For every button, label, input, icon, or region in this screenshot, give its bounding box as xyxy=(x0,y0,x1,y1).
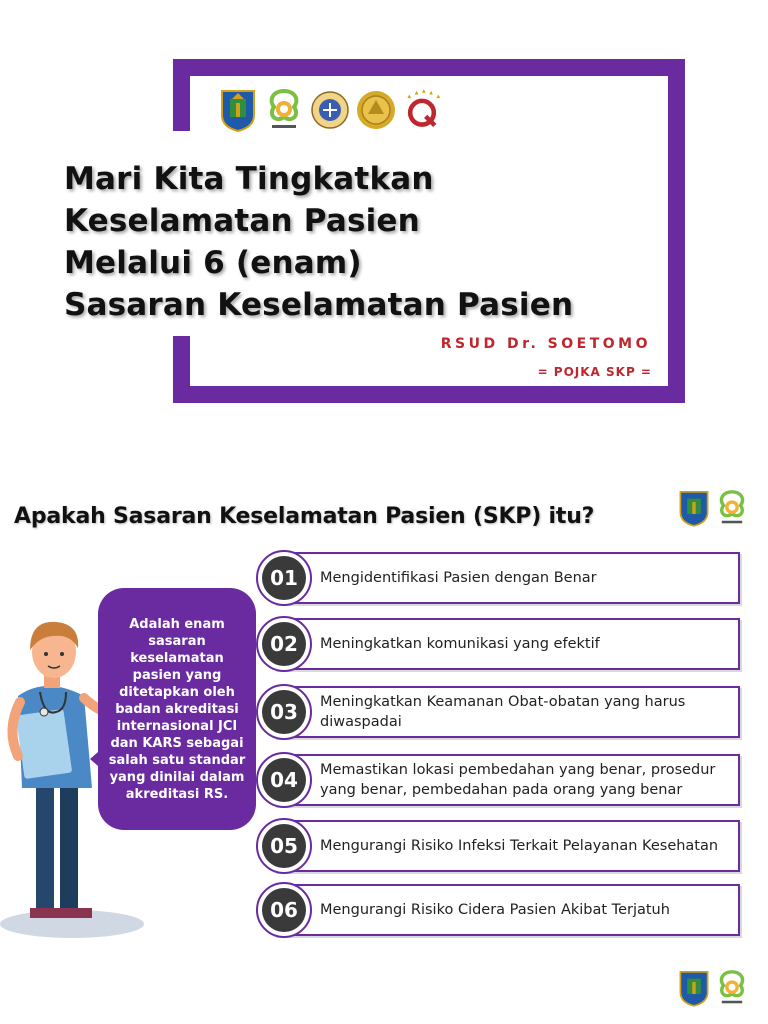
footer-logos xyxy=(677,966,749,1010)
definition-bubble: Adalah enam sasaran keselamatan pasien yang ditetapkan oleh badan akreditasi internasional JCI dan KARS sebagai salah satu standar yang dinilai dalam akreditasi RS. xyxy=(98,588,256,830)
kars-logo-icon xyxy=(310,87,350,133)
item-number: 04 xyxy=(262,758,306,802)
cover-title-line: Melalui 6 (enam) xyxy=(64,245,362,281)
rsud-soetomo-logo-icon xyxy=(264,87,304,133)
number-badge xyxy=(256,550,312,606)
jci-gold-seal-icon xyxy=(356,87,396,133)
number-badge xyxy=(256,818,312,874)
number-badge xyxy=(256,752,312,808)
item-number: 02 xyxy=(262,622,306,666)
east-java-emblem-icon xyxy=(677,966,711,1010)
list-item xyxy=(256,882,740,938)
organization-name: RSUD Dr. SOETOMO xyxy=(440,336,651,352)
rsud-soetomo-logo-icon xyxy=(715,966,749,1010)
list-item xyxy=(256,684,740,740)
item-number: 06 xyxy=(262,888,306,932)
cover-title-line: Keselamatan Pasien xyxy=(64,203,420,239)
number-badge xyxy=(256,882,312,938)
quality-star-logo-icon xyxy=(402,87,442,133)
item-text: Mengurangi Risiko Infeksi Terkait Pelayanan Kesehatan xyxy=(320,838,719,854)
cover-title xyxy=(64,158,664,326)
list-item xyxy=(256,616,740,672)
item-text: Meningkatkan komunikasi yang efektif xyxy=(320,636,600,652)
header-logos xyxy=(677,486,749,530)
number-badge xyxy=(256,684,312,740)
number-badge xyxy=(256,616,312,672)
item-text: Mengurangi Risiko Cidera Pasien Akibat Terjatuh xyxy=(320,902,670,918)
item-text: Meningkatkan Keamanan Obat-obatan yang harus diwaspadai xyxy=(320,694,686,730)
cover-title-line: Sasaran Keselamatan Pasien xyxy=(64,287,574,323)
list-item xyxy=(256,818,740,874)
cover-title-line: Mari Kita Tingkatkan xyxy=(64,161,434,197)
list-item xyxy=(256,752,740,808)
question-title: Apakah Sasaran Keselamatan Pasien (SKP) itu? xyxy=(14,504,595,529)
item-text: Mengidentifikasi Pasien dengan Benar xyxy=(320,570,597,586)
team-name: = POJKA SKP = xyxy=(537,365,652,379)
rsud-soetomo-logo-icon xyxy=(715,486,749,530)
item-number: 05 xyxy=(262,824,306,868)
east-java-emblem-icon xyxy=(677,486,711,530)
list-item xyxy=(256,550,740,606)
east-java-emblem-icon xyxy=(218,87,258,133)
partner-logos xyxy=(218,84,442,136)
item-number: 01 xyxy=(262,556,306,600)
item-text: Memastikan lokasi pembedahan yang benar, prosedur yang benar, pembedahan pada orang yang benar xyxy=(320,762,716,798)
item-number: 03 xyxy=(262,690,306,734)
